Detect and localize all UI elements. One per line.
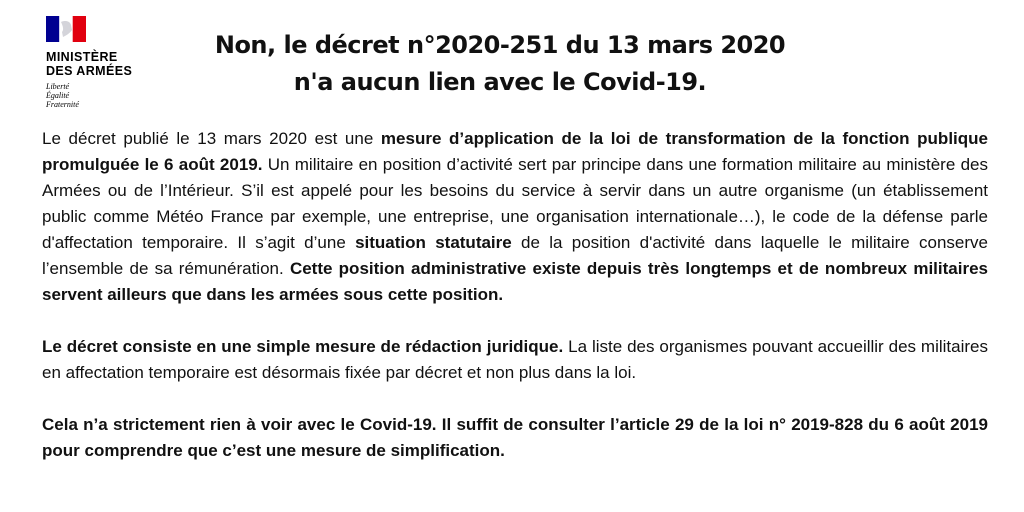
paragraph-1-bold-3: Cette position administrative existe depuis très longtemps et de nombreux militaires servent ailleurs que dans les armées sous cette position. — [42, 259, 988, 304]
ministry-logo — [46, 16, 156, 109]
paragraph-1 — [42, 126, 988, 308]
title-line-2: n'a aucun lien avec le Covid-19. — [293, 68, 707, 96]
paragraph-1-bold-2: situation statutaire — [355, 233, 512, 252]
paragraph-1-bold-1: mesure d’application de la loi de transformation de la fonction publique promulguée le 6 août 2019. — [42, 129, 988, 174]
title-line-1: Non, le décret n°2020-251 du 13 mars 2020 — [214, 31, 786, 59]
paragraph-3 — [42, 412, 988, 464]
page-title — [200, 27, 800, 101]
paragraph-3-bold-1: Cela n’a strictement rien à voir avec le Covid-19. Il suffit de consulter l’article 29 de la loi n° 2019-828 du 6 août 2019 pour comprendre que c’est une mesure de simplification. — [42, 415, 988, 460]
marianne-flag-icon — [46, 16, 86, 42]
paragraph-1-text-2: Un militaire en position d’activité sert par principe dans une formation militaire au ministère des Armées ou de l’Intérieur. S’il est appelé pour les besoins du service à servir dans un autre organisme (un établissement public comme Météo France par exemple, une entreprise, une organisation internationale…), le code de la défense parle d'affectation temporaire. Il s’agit d’une — [42, 155, 988, 252]
republic-motto — [46, 82, 156, 109]
paragraph-2 — [42, 334, 988, 386]
paragraph-2-bold-1: Le décret consiste en une simple mesure de rédaction juridique. — [42, 337, 564, 356]
paragraph-2-text-1: La liste des organismes pouvant accueillir des militaires en affectation temporaire est désormais fixée par décret et non plus dans la loi. — [42, 337, 988, 382]
motto-fraternite: Fraternité — [46, 100, 79, 109]
paragraph-1-text-3: de la position d'activité dans laquelle le militaire conserve l’ensemble de sa rémunération. — [42, 233, 988, 278]
ministry-name — [46, 50, 156, 78]
ministry-name-line2: DES ARMÉES — [46, 64, 133, 78]
motto-liberte: Liberté — [46, 82, 70, 91]
paragraph-1-text-1: Le décret publié le 13 mars 2020 est une — [42, 129, 381, 148]
motto-egalite: Égalité — [46, 91, 70, 100]
article-body — [42, 126, 988, 490]
ministry-name-line1: MINISTÈRE — [46, 50, 118, 64]
